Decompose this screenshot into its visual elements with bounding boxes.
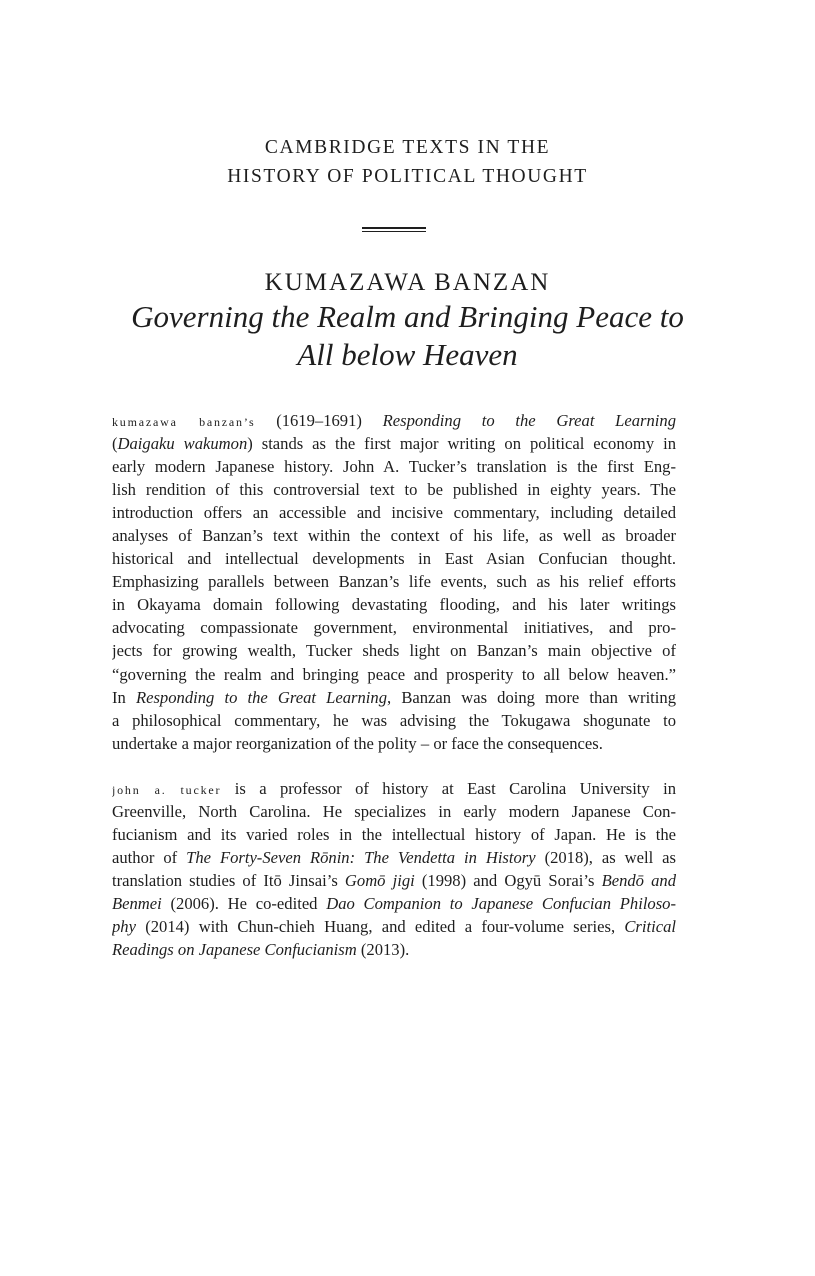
work-title: Critical: [624, 917, 676, 937]
description-line: a philosophical commentary, he was advising the Tokugawa shogunate to: [112, 710, 676, 730]
work-title: Responding to the Great Learning: [382, 411, 676, 430]
work-title: Readings on Japanese Confucianism: [112, 940, 357, 960]
description-line: advocating compassionate government, environmental initiatives, and pro-: [112, 618, 676, 638]
author-bio: [112, 777, 676, 961]
bio-line: Readings on Japanese Confucianism (2013).: [112, 940, 410, 960]
work-title: Daigaku wakumon: [117, 434, 248, 454]
description-line: undertake a major reorganization of the polity – or face the consequences.: [112, 733, 603, 753]
description-line: (Daigaku wakumon) stands as the first major writing on political economy in: [112, 434, 676, 454]
book-description: [112, 409, 676, 755]
description-line: in Okayama domain following devastating flooding, and his later writings: [112, 595, 676, 615]
work-title: Bendō and: [601, 871, 676, 891]
book-title-line-1: Governing the Realm and Bringing Peace to: [131, 299, 684, 334]
work-title: The Forty-Seven Rōnin: The Vendetta in History: [186, 848, 536, 868]
bio-line: author of The Forty-Seven Rōnin: The Vendetta in History (2018), as well as: [112, 848, 676, 868]
author-name-small-caps: kumazawa banzan’s: [112, 415, 256, 429]
series-title-line-2: HISTORY OF POLITICAL THOUGHT: [227, 166, 588, 187]
bio-line: fucianism and its varied roles in the intellectual history of Japan. He is the: [112, 825, 676, 845]
description-line: early modern Japanese history. John A. Tucker’s translation is the first Eng-: [112, 457, 676, 477]
description-line: jects for growing wealth, Tucker sheds light on Banzan’s main objective of: [112, 641, 676, 661]
bio-line: Benmei (2006). He co-edited Dao Companion to Japanese Confucian Philoso-: [112, 894, 676, 914]
book-author: KUMAZAWA BANZAN: [264, 269, 551, 296]
bio-line: john a. tucker is a professor of history at East Carolina University in: [112, 779, 676, 798]
series-title-line-1: CAMBRIDGE TEXTS IN THE: [264, 137, 551, 158]
description-line: “governing the realm and bringing peace and prosperity to all below heaven.”: [112, 664, 676, 684]
double-rule-divider: [362, 227, 426, 233]
bio-line: translation studies of Itō Jinsai’s Gomō jigi (1998) and Ogyū Sorai’s Bendō and: [112, 871, 676, 891]
description-line: Emphasizing parallels between Banzan’s life events, such as his relief efforts: [112, 572, 676, 592]
description-line: introduction offers an accessible and incisive commentary, including detailed: [112, 503, 676, 523]
book-title-line-2: All below Heaven: [297, 337, 518, 372]
work-title: Dao Companion to Japanese Confucian Philoso-: [326, 894, 676, 914]
bio-line: phy (2014) with Chun-chieh Huang, and edited a four-volume series, Critical: [112, 917, 676, 937]
work-title: Benmei: [112, 894, 162, 914]
work-title: Responding to the Great Learning: [135, 687, 388, 707]
bio-line: Greenville, North Carolina. He specializes in early modern Japanese Con-: [112, 802, 676, 822]
series-title: [0, 133, 815, 191]
description-line: In Responding to the Great Learning, Banzan was doing more than writing: [112, 687, 676, 707]
description-line: historical and intellectual developments in East Asian Confucian thought.: [112, 549, 676, 569]
work-title: Gomō jigi: [344, 871, 415, 891]
description-line: kumazawa banzan’s (1619–1691) Responding to the Great Learning: [112, 411, 676, 430]
work-title: phy: [112, 917, 136, 937]
translator-name-small-caps: john a. tucker: [112, 783, 222, 797]
description-line: analyses of Banzan’s text within the context of his life, as well as broader: [112, 526, 676, 546]
description-line: lish rendition of this controversial text to be published in eighty years. The: [112, 480, 676, 500]
book-title: [0, 298, 815, 374]
